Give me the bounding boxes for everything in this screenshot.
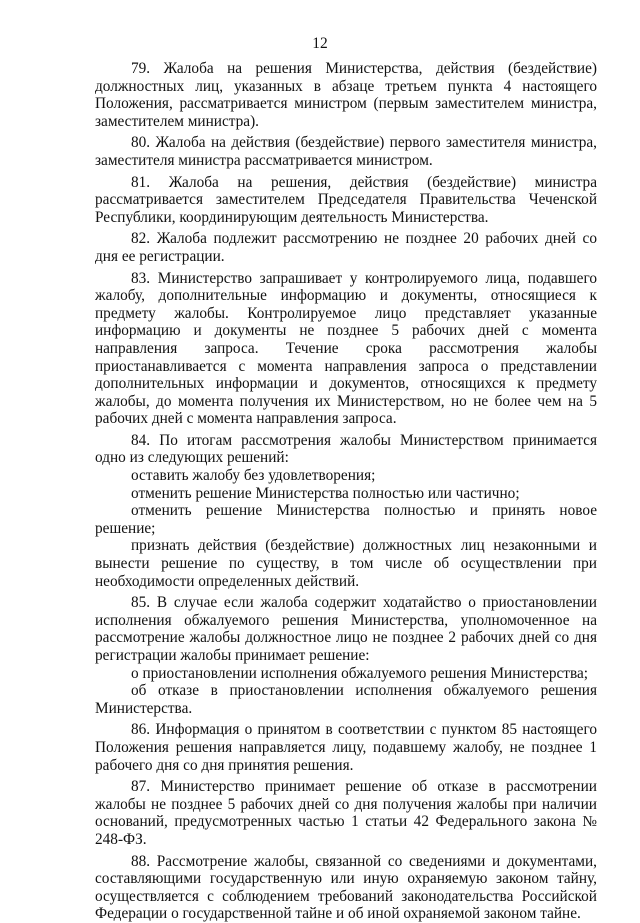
decision-84-item: отменить решение Министерства полностью и принять новое решение; bbox=[95, 502, 597, 537]
paragraph-85: 85. В случае если жалоба содержит ходатайство о приостановлении исполнения обжалуемого решения Министерства, уполномоченное на рассмотрение жалобы должностное лицо не позднее 2 рабочих дней со дня регистрации жалобы принимает решение: bbox=[95, 594, 597, 664]
paragraph-87: 87. Министерство принимает решение об отказе в рассмотрении жалобы не позднее 5 рабочих дней со дня получения жалобы при наличии оснований, предусмотренных частью 1 статьи 42 Федерального закона № 248-ФЗ. bbox=[95, 778, 597, 848]
document-body bbox=[95, 60, 597, 923]
decision-85-item: об отказе в приостановлении исполнения обжалуемого решения Министерства. bbox=[95, 682, 597, 717]
paragraph-86: 86. Информация о принятом в соответствии с пунктом 85 настоящего Положения решения направляется лицу, подавшему жалобу, не позднее 1 рабочего дня со дня принятия решения. bbox=[95, 721, 597, 774]
paragraph-81: 81. Жалоба на решения, действия (бездействие) министра рассматривается заместителем Председателя Правительства Чеченской Республики, координирующим деятельность Министерства. bbox=[95, 173, 597, 226]
paragraph-88: 88. Рассмотрение жалобы, связанной со сведениями и документами, составляющими государственную или иную охраняемую законом тайну, осуществляется с соблюдением требований законодательства Российской Федерации о государственной тайне и об иной охраняемой законом тайне. bbox=[95, 852, 597, 923]
page-number: 12 bbox=[312, 35, 328, 52]
decision-84-item: оставить жалобу без удовлетворения; bbox=[131, 467, 376, 485]
decision-85-item: о приостановлении исполнения обжалуемого решения Министерства; bbox=[131, 664, 589, 682]
paragraph-83: 83. Министерство запрашивает у контролируемого лица, подавшего жалобу, дополнительные информацию и документы, относящиеся к предмету жалобы. Контролируемое лицо представляет указанные информацию и документы не позднее 5 рабочих дней с момента направления запроса. Течение срока рассмотрения жалобы приостанавливается с момента направления запроса о представлении дополнительных информации и документов, относящихся к предмету жалобы, до момента получения их Министерством, но не более чем на 5 рабочих дней с момента направления запроса. bbox=[95, 269, 597, 428]
decision-84-item: отменить решение Министерства полностью или частично; bbox=[131, 484, 520, 502]
paragraph-82: 82. Жалоба подлежит рассмотрению не позднее 20 рабочих дней со дня ее регистрации. bbox=[95, 230, 597, 265]
decision-84-item: признать действия (бездействие) должностных лиц незаконными и вынести решение по существу, в том числе об осуществлении при необходимости определенных действий. bbox=[95, 537, 597, 590]
paragraph-79: 79. Жалоба на решения Министерства, действия (бездействие) должностных лиц, указанных в абзаце третьем пункта 4 настоящего Положения, рассматривается министром (первым заместителем министра, заместителем министра). bbox=[95, 60, 597, 130]
paragraph-80: 80. Жалоба на действия (бездействие) первого заместителя министра, заместителя министра рассматривается министром. bbox=[95, 134, 597, 169]
paragraph-84: 84. По итогам рассмотрения жалобы Министерством принимается одно из следующих решений: bbox=[95, 431, 597, 467]
